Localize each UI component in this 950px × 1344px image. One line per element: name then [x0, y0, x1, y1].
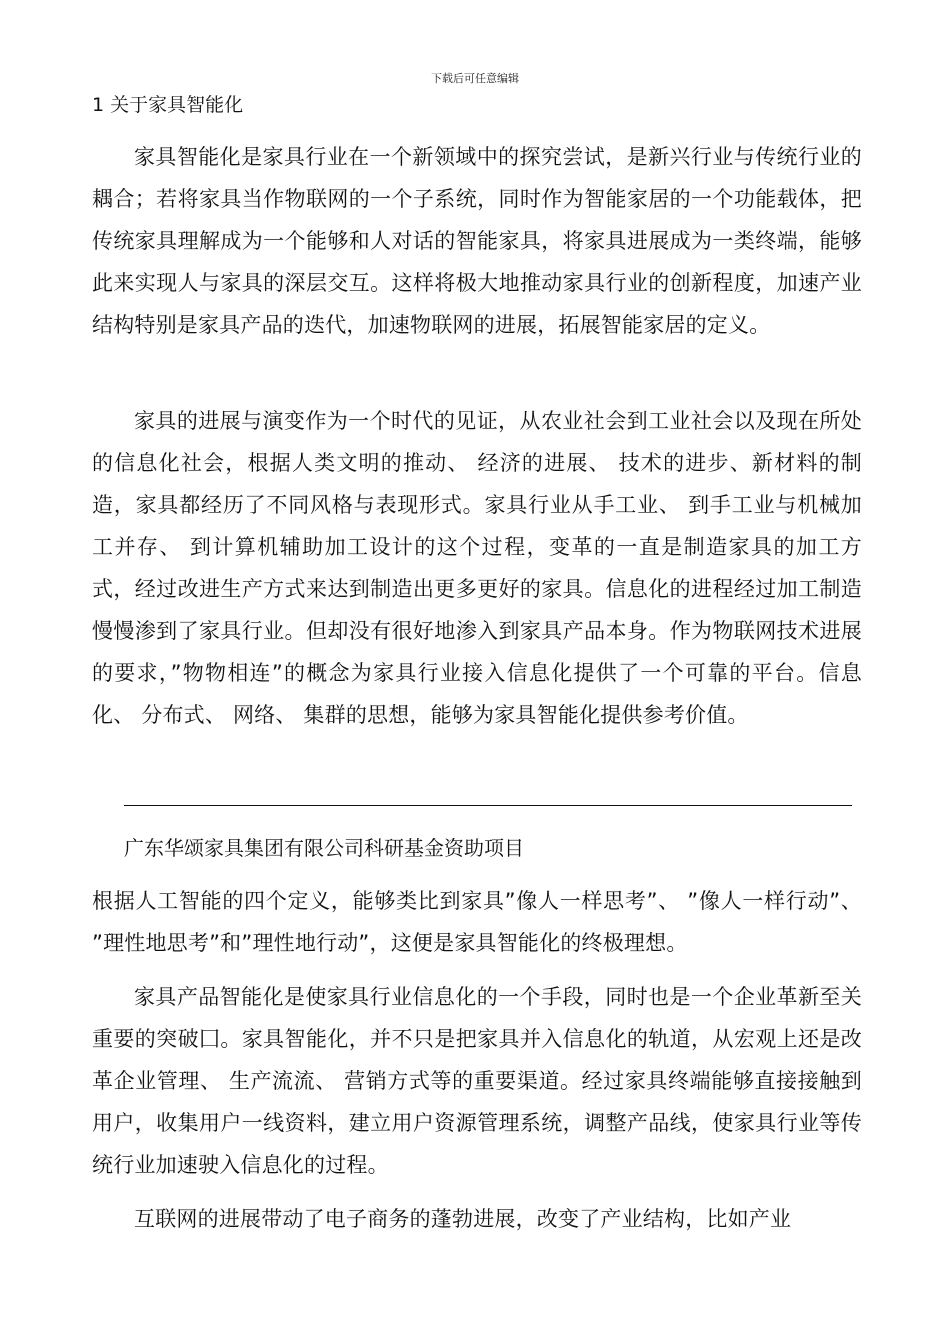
- section-heading: 1 关于家具智能化: [92, 94, 244, 116]
- footnote-divider: [124, 805, 852, 806]
- paragraph-1: 家具智能化是家具行业在一个新领域中的探究尝试，是新兴行业与传统行业的耦合；若将家具当作物联网的一个子系统，同时作为智能家居的一个功能载体，把传统家具理解成为一个能够和人对话的智能家具，将家具进展成为一类终端，能够此来实现人与家具的深层交互。这样将极大地推动家具行业的创新程度，加速产业结构特别是家具产品的迭代，加速物联网的进展，拓展智能家居的定义。: [92, 145, 862, 337]
- paragraph-2: 家具的进展与演变作为一个时代的见证，从农业社会到工业社会以及现在所处的信息化社会，根据人类文明的推动、 经济的进展、 技术的进步、新材料的制造，家具都经历了不同风格与表现形式。家具行业从手工业、 到手工业与机械加工并存、 到计算机辅助加工设计的这个过程，变革的一直是制造家具的加工方式，经过改进生产方式来达到制造出更多更好的家具。信息化的进程经过加工制造慢慢渗到了家具行业。但却没有很好地渗入到家具产品本身。作为物联网技术进展的要求，”物物相连”的概念为家具行业接入信息化提供了一个可靠的平台。信息化、 分布式、 网络、 集群的思想，能够为家具智能化提供参考价值。: [92, 409, 862, 727]
- page-header-note: 下载后可任意编辑: [431, 72, 519, 85]
- paragraph-3: 根据人工智能的四个定义，能够类比到家具”像人一样思考”、 ”像人一样行动”、 ”理性地思考”和”理性地行动”，这便是家具智能化的终极理想。: [92, 889, 862, 955]
- paragraph-5: 互联网的进展带动了电子商务的蓬勃进展，改变了产业结构，比如产业: [134, 1207, 792, 1231]
- footnote-text: 广东华颂家具集团有限公司科研基金资助项目: [124, 836, 524, 860]
- paragraph-4: 家具产品智能化是使家具行业信息化的一个手段，同时也是一个企业革新至关重要的突破囗。家具智能化，并不只是把家具并入信息化的轨道，从宏观上还是改革企业管理、 生产流流、 营销方式等的重要渠道。经过家具终端能够直接接触到用户，收集用户一线资料，建立用户资源管理系统，调整产品线，使家具行业等传统行业加速驶入信息化的过程。: [92, 985, 862, 1177]
